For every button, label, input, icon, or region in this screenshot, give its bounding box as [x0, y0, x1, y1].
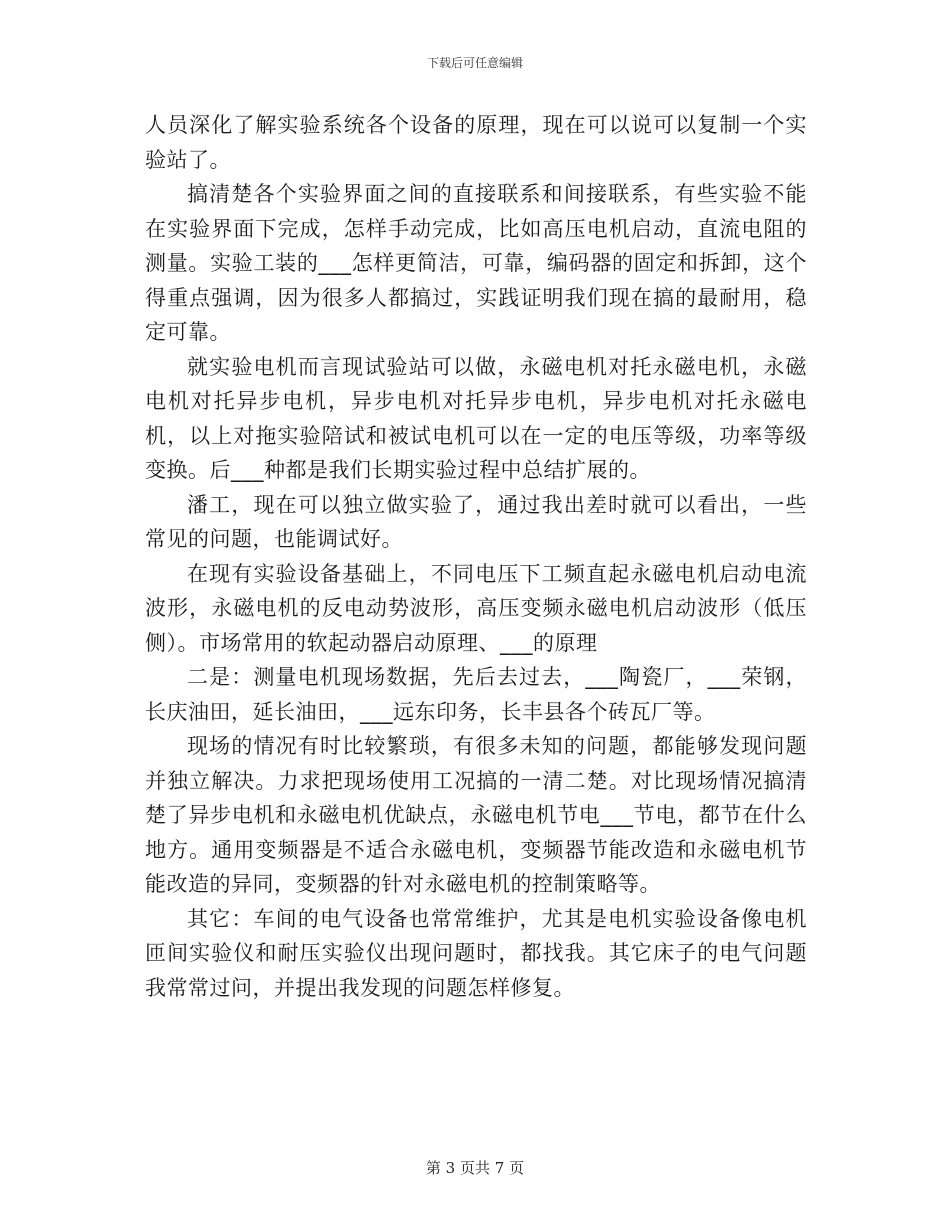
paragraph: 二是：测量电机现场数据，先后去过去，___陶瓷厂，___荣钢，长庆油田，延长油田，___远东印务，长丰县各个砖瓦厂等。	[145, 665, 807, 724]
page-number: 第 3 页共 7 页	[425, 1159, 525, 1177]
paragraph: 现场的情况有时比较繁琐，有很多未知的问题，都能够发现问题并独立解决。力求把现场使用工况搞的一清二楚。对比现场情况搞清楚了异步电机和永磁电机优缺点，永磁电机节电___节电，都节在什么地方。通用变频器是不适合永磁电机，变频器节能改造和永磁电机节能改造的异同，变频器的针对永磁电机的控制策略等。	[145, 734, 807, 896]
paragraph: 搞清楚各个实验界面之间的直接联系和间接联系，有些实验不能在实验界面下完成，怎样手动完成，比如高压电机启动，直流电阻的测量。实验工装的___怎样更简洁，可靠，编码器的固定和拆卸，这个得重点强调，因为很多人都搞过，实践证明我们现在搞的最耐用，稳定可靠。	[145, 182, 807, 344]
document-body	[145, 108, 807, 1005]
page-header: 下载后可任意编辑	[426, 56, 523, 70]
paragraph: 在现有实验设备基础上，不同电压下工频直起永磁电机启动电流波形，永磁电机的反电动势波形，高压变频永磁电机启动波形（低压侧）。市场常用的软起动器启动原理、___的原理	[145, 561, 807, 655]
paragraph: 其它：车间的电气设备也常常维护，尤其是电机实验设备像电机匝间实验仪和耐压实验仪出现问题时，都找我。其它床子的电气问题我常常过问，并提出我发现的问题怎样修复。	[145, 906, 807, 1000]
paragraph: 就实验电机而言现试验站可以做，永磁电机对托永磁电机，永磁电机对托异步电机，异步电机对托异步电机，异步电机对托永磁电机，以上对拖实验陪试和被试电机可以在一定的电压等级，功率等级变换。后___种都是我们长期实验过程中总结扩展的。	[145, 354, 807, 482]
paragraph-continuation: 人员深化了解实验系统各个设备的原理，现在可以说可以复制一个实验站了。	[145, 113, 807, 172]
paragraph: 潘工，现在可以独立做实验了，通过我出差时就可以看出，一些常见的问题，也能调试好。	[145, 492, 807, 551]
